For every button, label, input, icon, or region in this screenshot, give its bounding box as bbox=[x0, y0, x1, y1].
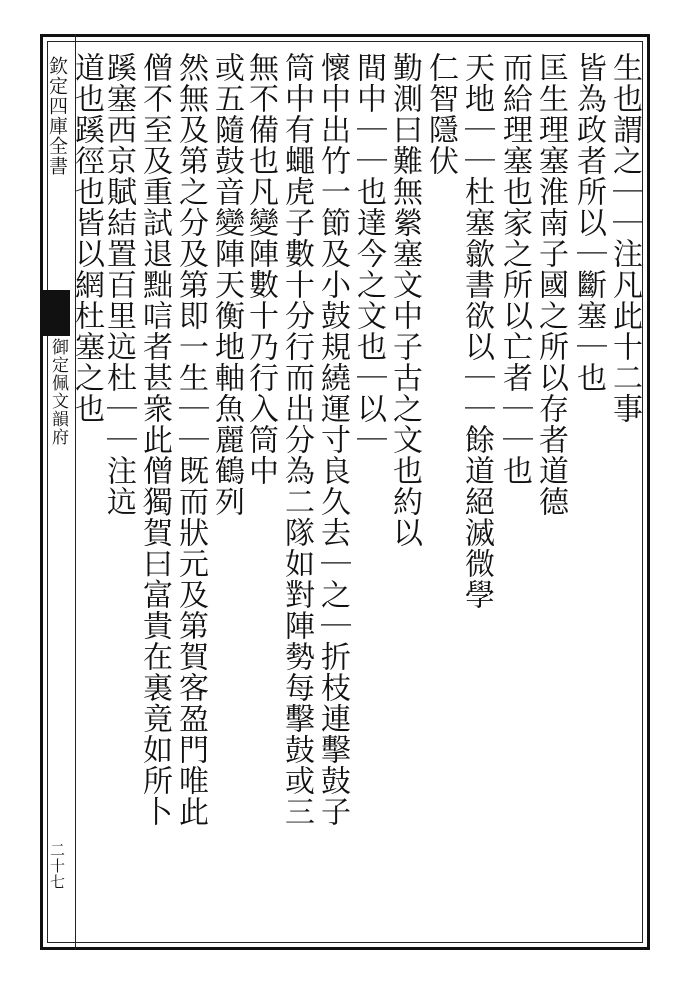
text-column-1: 生也謂之｜｜注凡此十二事 bbox=[607, 52, 642, 424]
text-column-15: 蹊塞西京賦結置百里迒杜｜｜注迒 bbox=[101, 52, 136, 517]
text-column-16: 道也蹊徑也皆以網杜塞之也 bbox=[69, 52, 104, 424]
margin-title: 欽定四庫全書 bbox=[46, 56, 68, 176]
text-column-14: 僧不至及重試退黜唁者甚衆此僧獨賀曰富貴在裏竟如所卜 bbox=[137, 52, 172, 827]
text-column-3: 匡生理塞淮南子國之所以存者道德 bbox=[533, 52, 568, 517]
text-column-5: 天地｜｜杜塞歙書欲以｜｜餘道絕滅微學 bbox=[459, 52, 494, 610]
text-column-7: 勤測曰難無縈塞文中子古之文也約以 bbox=[387, 52, 422, 548]
text-column-13: 然無及第之分及第即一生｜｜既而狀元及第賀客盈門唯此 bbox=[173, 52, 208, 827]
margin-subtitle: 御定佩文韻府 bbox=[48, 338, 68, 446]
text-column-4: 而給理塞也家之所以亡者｜｜也 bbox=[497, 52, 532, 486]
page-number: 二十七 bbox=[48, 842, 66, 890]
text-column-9: 懷中出竹一節及小鼓規繞運寸良久去｜之｜折枝連擊鼓子 bbox=[315, 52, 350, 827]
text-column-8: 間中｜｜也達今之文也｜以｜ bbox=[351, 52, 386, 455]
text-column-11: 無不備也凡變陣數十乃行入筒中 bbox=[243, 52, 278, 486]
text-column-6: 仁智隱伏 bbox=[423, 52, 458, 176]
text-column-2: 皆為政者所以｜斷塞｜也 bbox=[571, 52, 606, 393]
text-column-12: 或五隨鼓音變陣天衡地軸魚麗鶴列 bbox=[209, 52, 244, 517]
text-column-10: 筒中有蠅虎子數十分行而出分為二隊如對陣勢每擊鼓或三 bbox=[279, 52, 314, 827]
